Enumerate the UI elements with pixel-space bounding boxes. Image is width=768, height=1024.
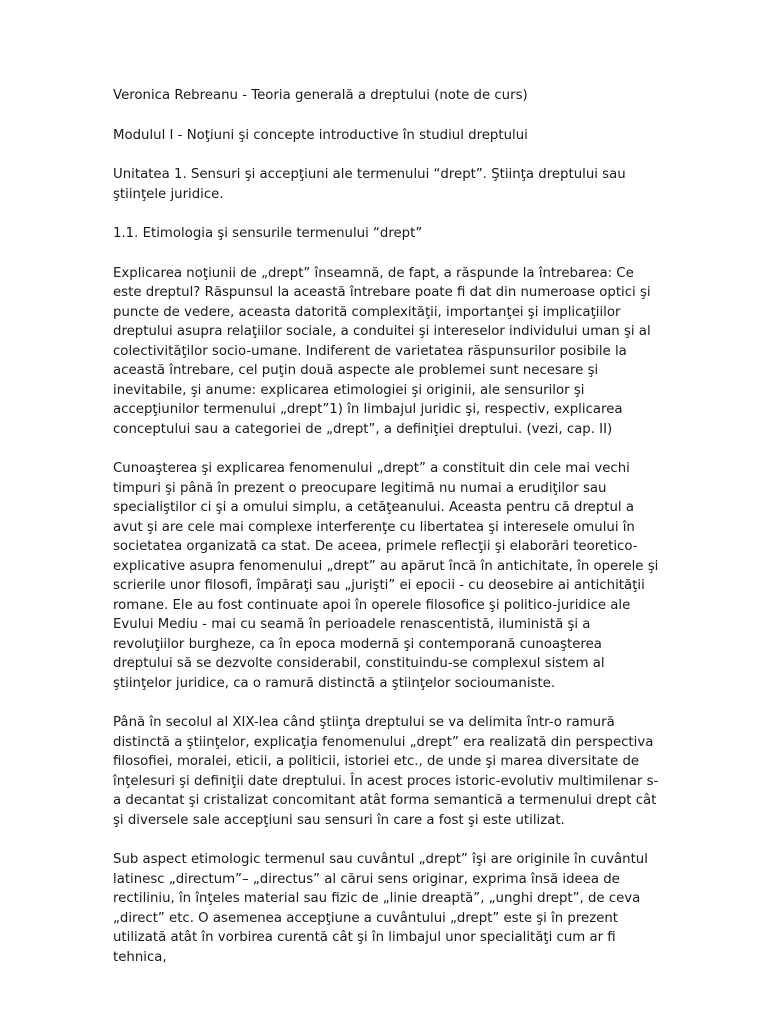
paragraph-1: Explicarea noţiunii de „drept” înseamnă, de fapt, a răspunde la întrebarea: Ce este dreptul? Răspunsul la această întrebare poate fi dat din numeroase optici şi puncte de vedere, aceasta datorită complexităţii, importanţei şi implicaţiilor dreptului asupra relaţiilor sociale, a conduitei şi intereselor individului uman şi al colectivităţilor socio-umane. Indiferent de varietatea răspunsurilor posibile la această întrebare, cel puţin două aspecte ale problemei sunt necesare şi inevitabile, şi anume: explicarea etimologiei şi originii, ale sensurilor şi accepţiunilor termenului „drept”1) în limbajul juridic şi, respectiv, explicarea conceptului sau a categoriei de „drept”, a definiţiei dreptului. (vezi, cap. II) [113, 265, 651, 437]
section-heading: 1.1. Etimologia şi sensurile termenului “drept” [113, 226, 423, 241]
paragraph-2: Cunoaşterea şi explicarea fenomenului „drept” a constituit din cele mai vechi timpuri şi până în prezent o preocupare legitimă nu numai a erudiţilor sau specialiştilor ci şi a omului simplu, a cetăţeanului. Aceasta pentru că dreptul a avut şi are cele mai complexe interferenţe cu libertatea şi interesele omului în societatea organizată ca stat. De aceea, primele reflecţii şi elaborări teoretico-explicative asupra fenomenului „drept” au apărut încă în antichitate, în operele şi scrierile unor filosofi, împăraţi sau „jurişti” ei epocii - cu deosebire ai antichităţii romane. Ele au fost continuate apoi în operele filosofice şi politico-juridice ale Evului Mediu - mai cu seamă în perioadele renascentistă, iluministă şi a revoluţiilor burgheze, ca în epoca modernă şi contemporană cunoaşterea dreptului să se dezvolte considerabil, constituindu-se complexul sistem al ştiinţelor juridice, ca o ramură distinctă a ştiinţelor socioumaniste. [113, 461, 659, 691]
unit-heading: Unitatea 1. Sensuri şi accepţiuni ale termenului “drept”. Ştiinţa dreptului sau ştiinţele juridice. [113, 167, 626, 202]
module-heading: Modulul I - Noţiuni şi concepte introductive în studiul dreptului [113, 127, 528, 143]
paragraph-4: Sub aspect etimologic termenul sau cuvântul „drept” îşi are originile în cuvântul latinesc „directum”– „directus” al cărui sens originar, exprima însă ideea de rectiliniu, în înţeles material sau fizic de „linie dreaptă”, „unghi drept”, de ceva „direct” etc. O asemenea accepţiune a cuvântului „drept” este şi în prezent utilizată atât în vorbirea curentă cât şi în limbajul unor specialităţi cum ar fi tehnica, [113, 852, 648, 965]
document-title: Veronica Rebreanu - Teoria generală a dreptului (note de curs) [113, 88, 528, 103]
paragraph-3: Până în secolul al XIX-lea când ştiinţa dreptului se va delimita într-o ramură distinctă a ştiinţelor, explicaţia fenomenului „drept” era realizată din perspectiva filosofiei, moralei, eticii, a politicii, istoriei etc., de unde şi marea diversitate de înţelesuri şi definiţii date dreptului. În acest proces istoric-evolutiv multimilenar s-a decantat şi cristalizat concomitant atât forma semantică a termenului drept cât şi diversele sale accepţiuni sau sensuri în care a fost şi este utilizat. [113, 715, 659, 828]
document-body [113, 86, 665, 987]
